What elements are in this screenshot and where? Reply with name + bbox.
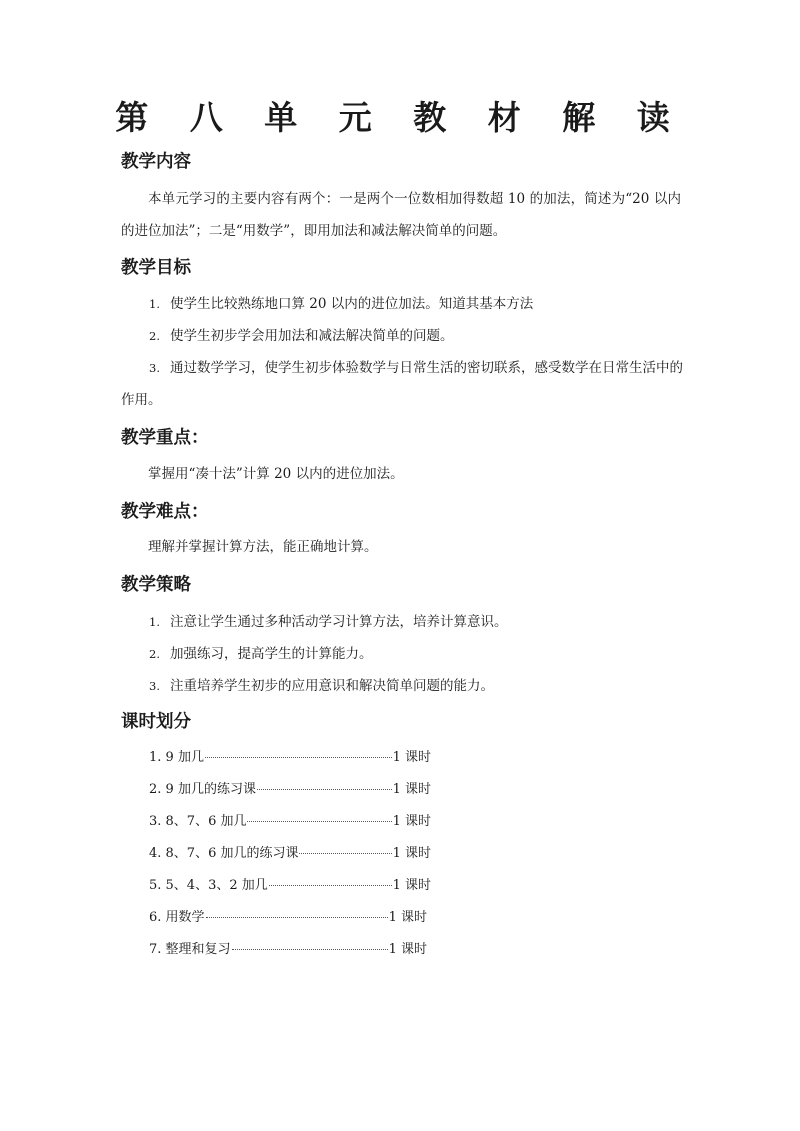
schedule-item: 3. 8、7、6 加几 bbox=[149, 814, 247, 829]
section-heading-goals: 教学目标 bbox=[121, 258, 191, 278]
section-heading-key-points: 教学重点： bbox=[121, 428, 209, 448]
goal-item-number: 3. bbox=[149, 361, 160, 375]
goal-item-text: 使学生初步学会用加法和减法解决简单的问题。 bbox=[169, 328, 454, 344]
schedule-row bbox=[149, 812, 431, 832]
schedule-duration: 1 课时 bbox=[392, 846, 431, 861]
schedule-item: 1. 9 加几 bbox=[149, 750, 204, 765]
schedule-item: 2. 9 加几的练习课 bbox=[149, 782, 256, 797]
schedule-duration: 1 课时 bbox=[388, 942, 427, 957]
schedule-row bbox=[149, 748, 431, 768]
schedule-item: 5. 5、4、3、2 加几 bbox=[149, 878, 268, 893]
strategy-item bbox=[149, 606, 682, 638]
schedule-duration: 1 课时 bbox=[392, 878, 431, 893]
dot-leader bbox=[206, 916, 388, 918]
dot-leader bbox=[257, 788, 392, 790]
goal-item-text: 通过数学学习，使学生初步体验数学与日常生活的密切联系，感受数学在日常生活中的作用。 bbox=[121, 360, 683, 408]
schedule-item: 4. 8、7、6 加几的练习课 bbox=[149, 846, 299, 861]
schedule-row bbox=[149, 908, 427, 928]
dot-leader bbox=[247, 820, 391, 822]
goal-item-text: 使学生比较熟练地口算 20 以内的进位加法。知道其基本方法 bbox=[169, 296, 534, 312]
schedule-duration: 1 课时 bbox=[388, 910, 427, 925]
schedule-item: 7. 整理和复习 bbox=[149, 942, 231, 957]
strategy-item bbox=[149, 670, 682, 702]
schedule-duration: 1 课时 bbox=[392, 814, 431, 829]
goal-item bbox=[149, 288, 682, 320]
section-heading-content: 教学内容 bbox=[121, 152, 191, 172]
strategy-item bbox=[149, 638, 682, 670]
dot-leader bbox=[299, 852, 391, 854]
strategy-item-number: 1. bbox=[149, 615, 160, 629]
strategy-item-text: 注意让学生通过多种活动学习计算方法，培养计算意识。 bbox=[169, 614, 508, 630]
section-heading-strategies: 教学策略 bbox=[121, 575, 191, 595]
strategy-item-number: 2. bbox=[149, 647, 160, 661]
strategy-item-text: 加强练习，提高学生的计算能力。 bbox=[169, 646, 373, 662]
goal-item-number: 2. bbox=[149, 329, 160, 343]
dot-leader bbox=[232, 948, 388, 950]
schedule-row bbox=[149, 844, 431, 864]
schedule-duration: 1 课时 bbox=[392, 782, 431, 797]
goal-item-number: 1. bbox=[149, 297, 160, 311]
goal-item bbox=[121, 352, 683, 416]
strategy-item-number: 3. bbox=[149, 679, 160, 693]
goal-item bbox=[149, 320, 682, 352]
key-points-paragraph: 掌握用“凑十法”计算 20 以内的进位加法。 bbox=[148, 466, 404, 482]
schedule-row bbox=[149, 876, 431, 896]
dot-leader bbox=[269, 884, 392, 886]
schedule-duration: 1 课时 bbox=[392, 750, 431, 765]
section-heading-difficulties: 教学难点： bbox=[121, 502, 209, 522]
page-title: 第 八 单 元 教 材 解 读 bbox=[115, 98, 685, 137]
content-paragraph: 本单元学习的主要内容有两个：一是两个一位数相加得数超 10 的加法，简述为“20 以内的进位加法”；二是“用数学”，即用加法和减法解决简单的问题。 bbox=[121, 191, 681, 239]
strategy-item-text: 注重培养学生初步的应用意识和解决简单问题的能力。 bbox=[169, 678, 494, 694]
dot-leader bbox=[205, 756, 392, 758]
difficulties-paragraph: 理解并掌握计算方法，能正确地计算。 bbox=[148, 539, 378, 555]
schedule-item: 6. 用数学 bbox=[149, 910, 205, 925]
schedule-row bbox=[149, 780, 431, 800]
section-heading-schedule: 课时划分 bbox=[121, 712, 191, 732]
schedule-row bbox=[149, 940, 427, 960]
